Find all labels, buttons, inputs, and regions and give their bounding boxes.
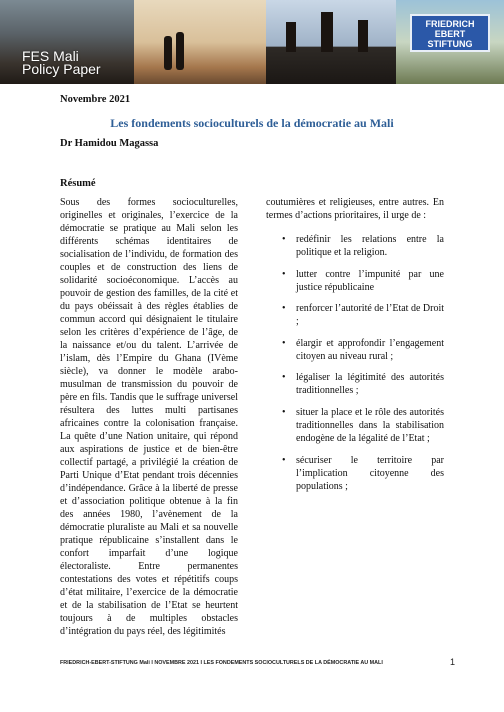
bullet-icon: • (282, 454, 286, 466)
list-item (266, 371, 444, 397)
fes-logo (410, 14, 490, 52)
logo-line2: EBERT (434, 29, 466, 39)
list-item-text: situer la place et le rôle des autorités traditionnelles dans la stabilisation endogène de la légalité de l’Etat ; (296, 406, 444, 444)
list-item (266, 302, 444, 328)
summary-heading: Résumé (60, 178, 96, 189)
page-footer: FRIEDRICH-EBERT-STIFTUNG Mali I NOVEMBRE 2021 I LES FONDEMENTS SOCIOCULTURELS DE LA DÉMOCRATIE AU MALI (60, 660, 383, 666)
list-item-text: sécuriser le territoire par l’implication citoyenne des populations ; (296, 454, 444, 492)
person-silhouette (176, 32, 184, 70)
mosque-tower-silhouette (321, 12, 333, 52)
bullet-icon: • (282, 268, 286, 280)
list-item (266, 233, 444, 259)
author-name: Dr Hamidou Magassa (60, 138, 159, 149)
banner-title (22, 50, 101, 76)
list-item (266, 454, 444, 493)
bullet-icon: • (282, 372, 286, 384)
list-item-text: lutter contre l’impunité par une justice républicaine (296, 268, 444, 293)
list-item-text: redéfinir les relations entre la politique et la religion. (296, 234, 444, 258)
person-silhouette (164, 36, 172, 70)
list-item-text: renforcer l’autorité de l’Etat de Droit ; (296, 303, 444, 328)
banner-photo-mosque (266, 0, 396, 84)
mosque-tower-silhouette (286, 22, 296, 52)
bullet-icon: • (282, 234, 286, 245)
document-title: Les fondements socioculturels de la démocratie au Mali (110, 116, 394, 130)
banner-title-line2: Policy Paper (22, 61, 101, 77)
banner-title-line1: FES Mali (22, 48, 79, 64)
list-item (266, 406, 444, 445)
list-item-text: élargir et approfondir l’engagement citoyen au niveau rural ; (296, 337, 444, 362)
summary-column-left: Sous des formes socioculturelles, originelles et originales, l’exercice de la démocratie se pratique au Mali selon les différents schémas identitaires de socialisation de l’individu, de formation des couples et de construction des liens de solidarité socioéconomique. L’accès au pouvoir de gestion des familles, de la cité et du pays obéissait à des règles établies de commun accord qui désignaient le titulaire selon les critères d’expérience de l’âge, de la naissance et/ou du talent. L’arrivée de l’islam, dès l’Empire du Ghana (IVème siècle), va donner le modèle arabo-musulman de transmission du pouvoir de père en fils. Tandis que le suffrage universel résultera des luttes multi partisanes africaines contre la colonisation française. La quête d’une Nation unitaire, qui répond aux aspirations de justice et de bien-être collectif partagé, a privilégié la création de Parti Unique d’Etat pendant trois décennies d’indépendance. Grâce à la liberté de presse et d’association politique obtenue à la fin des années 1980, l’avènement de la démocratie pluraliste au Mali et sa nouvelle pratique républicaine s’installent dans le confort imparfait d’une logique électoraliste. Entre permanentes contestations des votes et répétitifs coups d’état militaire, l’exercice de la démocratie et de la stabilisation de l’Etat se heurtent toujours à de multiples obstacles d’intégration du pays réel, des légitimités (60, 197, 238, 637)
publication-date: Novembre 2021 (60, 94, 131, 105)
mosque-tower-silhouette (358, 20, 368, 52)
bullet-icon: • (282, 303, 286, 315)
logo-line1: FRIEDRICH (425, 19, 475, 29)
priority-actions-list (266, 233, 444, 501)
summary-column-right-intro: coutumières et religieuses, entre autres. En termes d’actions prioritaires, il urge de : (266, 197, 444, 221)
bullet-icon: • (282, 406, 286, 418)
list-item (266, 337, 444, 363)
bullet-icon: • (282, 337, 286, 349)
header-banner (0, 0, 504, 84)
logo-line3: STIFTUNG (427, 39, 473, 49)
list-item-text: légaliser la légitimité des autorités traditionnelles ; (296, 372, 444, 397)
list-item (266, 268, 444, 294)
banner-photo-women (134, 0, 266, 84)
page-number: 1 (450, 657, 456, 667)
